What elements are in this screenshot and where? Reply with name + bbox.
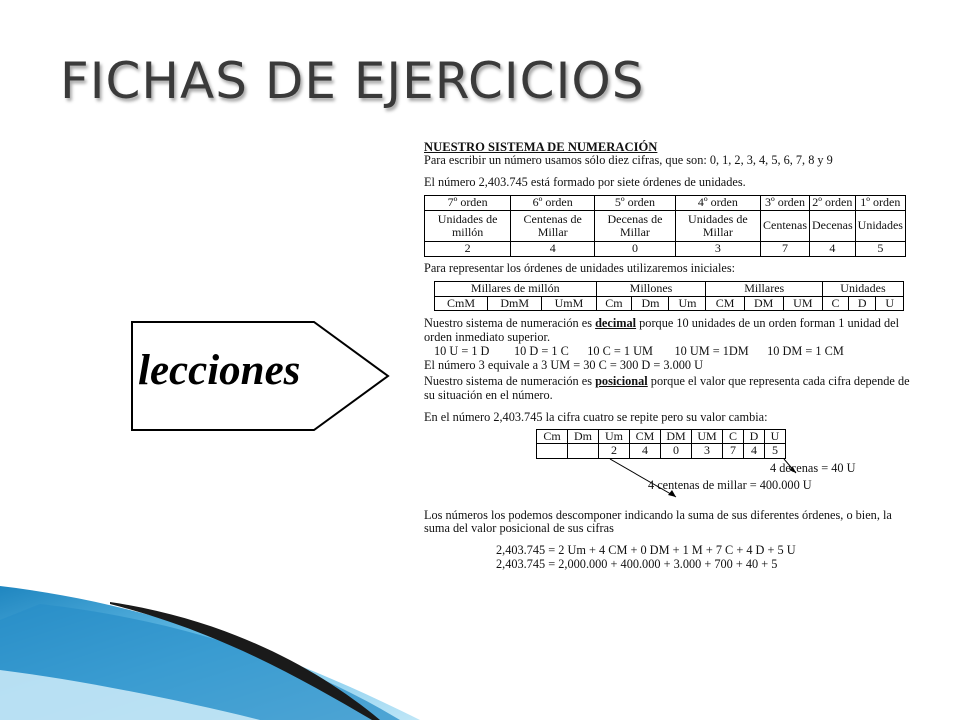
text-run: porque 10 unidades de un orden forman 1 unidad del orden inmediato superior. xyxy=(424,316,900,345)
paragraph-positional xyxy=(424,375,914,403)
table-cell: D xyxy=(849,296,876,310)
table-cell: Dm xyxy=(632,296,669,310)
decorative-wave xyxy=(0,580,960,720)
sum-line-orders: 2,403.745 = 2 Um + 4 CM + 0 DM + 1 M + 7 C + 4 D + 5 U xyxy=(496,543,796,558)
table-cell: Decenas de Millar xyxy=(595,210,676,241)
table-cell: Um xyxy=(599,429,630,443)
table-cell: Centenas de Millar xyxy=(511,210,595,241)
text-run: Nuestro sistema de numeración es xyxy=(424,374,596,389)
value-annotations xyxy=(424,459,914,509)
table-cell: C xyxy=(723,429,744,443)
text-run: porque el valor que representa cada cifra depende de su situación en el número. xyxy=(424,374,910,403)
sheet-heading: NUESTRO SISTEMA DE NUMERACIÓN xyxy=(424,140,658,154)
table-cell: U xyxy=(876,296,904,310)
note-centenas: 4 centenas de millar = 400.000 U xyxy=(648,477,812,492)
table-cell: 5 xyxy=(855,241,905,256)
table-cell: 4 xyxy=(630,444,661,458)
table-cell: 2º orden xyxy=(810,195,856,210)
table-cell: DM xyxy=(744,296,783,310)
table-cell: DmM xyxy=(488,296,542,310)
table-cell: Unidades xyxy=(822,282,903,296)
table-cell: UM xyxy=(692,429,723,443)
table-cell: 3º orden xyxy=(761,195,810,210)
table-cell: 3 xyxy=(675,241,760,256)
keyword-positional: posicional xyxy=(595,374,648,389)
table-cell: 6º orden xyxy=(511,195,595,210)
table-cell: 4 xyxy=(744,444,765,458)
table-cell: CmM xyxy=(435,296,488,310)
table-cell: Dm xyxy=(568,429,599,443)
table-cell: Centenas xyxy=(761,210,810,241)
table-cell: Millares xyxy=(706,282,822,296)
table-cell: Unidades de millón xyxy=(425,210,511,241)
paragraph: Para escribir un número usamos sólo diez cifras, que son: 0, 1, 2, 3, 4, 5, 6, 7, 8 y 9 xyxy=(424,153,833,168)
table-cell: CM xyxy=(630,429,661,443)
orders-table xyxy=(424,195,906,257)
table-cell: U xyxy=(765,429,786,443)
table-cell: Cm xyxy=(537,429,568,443)
table-cell: 7º orden xyxy=(425,195,511,210)
table-cell: CM xyxy=(706,296,744,310)
table-cell: Decenas xyxy=(810,210,856,241)
table-cell: Millares de millón xyxy=(435,282,597,296)
table-cell: 4 xyxy=(810,241,856,256)
text-run: Nuestro sistema de numeración es xyxy=(424,316,596,331)
table-cell: Cm xyxy=(596,296,632,310)
exercise-sheet xyxy=(424,140,914,572)
slide-title: FICHAS DE EJERCICIOS xyxy=(60,52,645,110)
table-cell: 0 xyxy=(595,241,676,256)
table-cell: 4 xyxy=(511,241,595,256)
paragraph: El número 3 equivale a 3 UM = 30 C = 300 D = 3.000 U xyxy=(424,357,704,372)
table-cell: 5 xyxy=(765,444,786,458)
table-cell: 2 xyxy=(425,241,511,256)
paragraph: Para representar los órdenes de unidades utilizaremos iniciales: xyxy=(424,260,736,275)
table-cell: D xyxy=(744,429,765,443)
equivalences-line: 10 U = 1 D 10 D = 1 C 10 C = 1 UM 10 UM = 1DM 10 DM = 1 CM xyxy=(434,343,844,358)
badge-label: lecciones xyxy=(138,347,301,394)
table-cell: 5º orden xyxy=(595,195,676,210)
table-cell xyxy=(568,444,599,458)
note-decenas: 4 decenas = 40 U xyxy=(770,460,856,475)
table-cell: 2 xyxy=(599,444,630,458)
table-cell: 7 xyxy=(723,444,744,458)
table-cell: Unidades xyxy=(855,210,905,241)
table-cell: 0 xyxy=(661,444,692,458)
table-cell: DM xyxy=(661,429,692,443)
paragraph: Los números los podemos descomponer indicando la suma de sus diferentes órdenes, o bien, la suma del valor posicional de sus cifras xyxy=(424,507,892,536)
table-cell: 1º orden xyxy=(855,195,905,210)
table-cell: C xyxy=(822,296,848,310)
keyword-decimal: decimal xyxy=(595,316,637,331)
table-cell: 4º orden xyxy=(675,195,760,210)
table-cell: UM xyxy=(783,296,822,310)
table-cell: Unidades de Millar xyxy=(675,210,760,241)
table-cell: 3 xyxy=(692,444,723,458)
paragraph: El número 2,403.745 está formado por siete órdenes de unidades. xyxy=(424,174,746,189)
table-cell xyxy=(537,444,568,458)
paragraph: En el número 2,403.745 la cifra cuatro se repite pero su valor cambia: xyxy=(424,409,768,424)
abbreviations-table xyxy=(434,281,904,311)
table-cell: Millones xyxy=(596,282,706,296)
positions-table xyxy=(536,429,786,459)
table-cell: 7 xyxy=(761,241,810,256)
paragraph-decimal xyxy=(424,317,914,345)
table-cell: UmM xyxy=(542,296,596,310)
sum-line-values: 2,403.745 = 2,000.000 + 400.000 + 3.000 + 700 + 40 + 5 xyxy=(496,556,778,571)
table-cell: Um xyxy=(669,296,706,310)
